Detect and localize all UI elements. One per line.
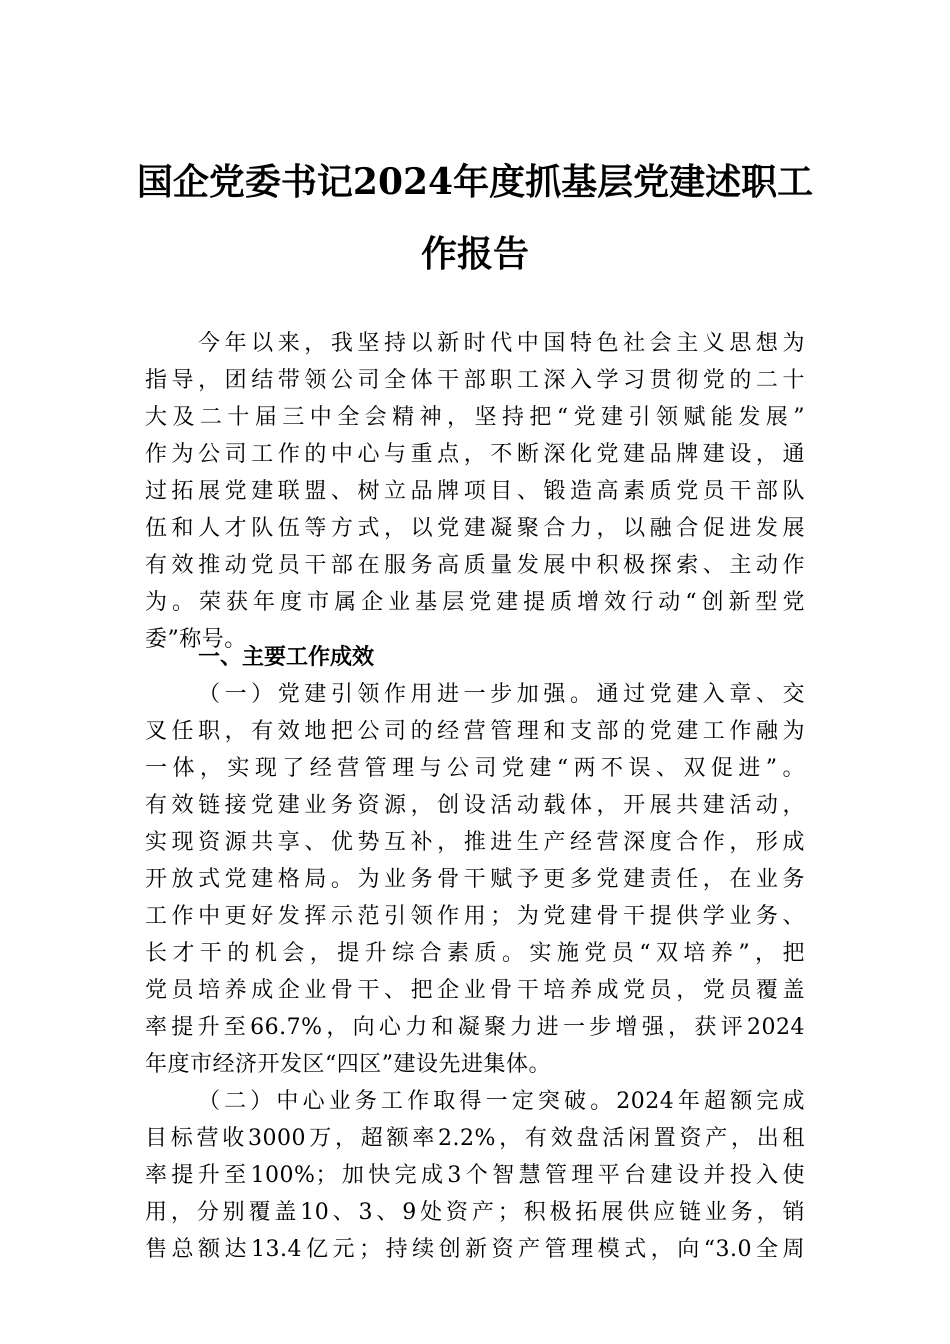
intro-paragraph-line: 过拓展党建联盟、树立品牌项目、锻造高素质党员干部队 — [145, 479, 805, 504]
subsection-1-line: （一）党建引领作用进一步加强。通过党建入章、交 — [198, 682, 805, 707]
intro-paragraph-line: 有效推动党员干部在服务高质量发展中积极探索、主动作 — [145, 553, 805, 578]
document-title-line-2: 作报告 — [420, 233, 529, 275]
subsection-2-line: 用，分别覆盖10、3、9处资产；积极拓展供应链业务，销 — [145, 1200, 805, 1225]
subsection-2-line: 售总额达13.4亿元；持续创新资产管理模式，向“3.0全周 — [145, 1237, 805, 1262]
subsection-1-line: 实现资源共享、优势互补，推进生产经营深度合作，形成 — [145, 830, 805, 855]
subsection-1-line: 有效链接党建业务资源，创设活动载体，开展共建活动， — [145, 793, 805, 818]
document-title-line-1: 国企党委书记2024年度抓基层党建述职工 — [136, 161, 814, 203]
subsection-1-line: 工作中更好发挥示范引领作用；为党建骨干提供学业务、 — [145, 904, 805, 929]
intro-paragraph-line: 今年以来，我坚持以新时代中国特色社会主义思想为 — [198, 331, 805, 356]
subsection-1-line: 长才干的机会，提升综合素质。实施党员“双培养”，把 — [145, 941, 805, 966]
subsection-1-line: 年度市经济开发区“四区”建设先进集体。 — [145, 1052, 551, 1077]
intro-paragraph-line: 委”称号。 — [145, 627, 247, 652]
subsection-2-line: 率提升至100%；加快完成3个智慧管理平台建设并投入使 — [145, 1163, 805, 1188]
subsection-1-line: 率提升至66.7%，向心力和凝聚力进一步增强，获评2024 — [145, 1015, 805, 1040]
subsection-1-line: 一体，实现了经营管理与公司党建“两不误、双促进”。 — [145, 756, 805, 781]
intro-paragraph-line: 作为公司工作的中心与重点，不断深化党建品牌建设，通 — [145, 442, 805, 467]
intro-paragraph-line: 指导，团结带领公司全体干部职工深入学习贯彻党的二十 — [145, 368, 805, 393]
subsection-2-line: 目标营收3000万，超额率2.2%，有效盘活闲置资产，出租 — [145, 1126, 805, 1151]
subsection-1-line: 党员培养成企业骨干、把企业骨干培养成党员，党员覆盖 — [145, 978, 805, 1003]
subsection-1-line: 叉任职，有效地把公司的经营管理和支部的党建工作融为 — [145, 719, 805, 744]
subsection-2-line: （二）中心业务工作取得一定突破。2024年超额完成 — [198, 1089, 805, 1114]
intro-paragraph-line: 大及二十届三中全会精神，坚持把“党建引领赋能发展” — [145, 405, 805, 430]
section-heading: 一、主要工作成效 — [198, 645, 375, 670]
subsection-1-line: 开放式党建格局。为业务骨干赋予更多党建责任，在业务 — [145, 867, 805, 892]
intro-paragraph-line: 为。荣获年度市属企业基层党建提质增效行动“创新型党 — [145, 590, 805, 615]
intro-paragraph-line: 伍和人才队伍等方式，以党建凝聚合力，以融合促进发展 — [145, 516, 805, 541]
